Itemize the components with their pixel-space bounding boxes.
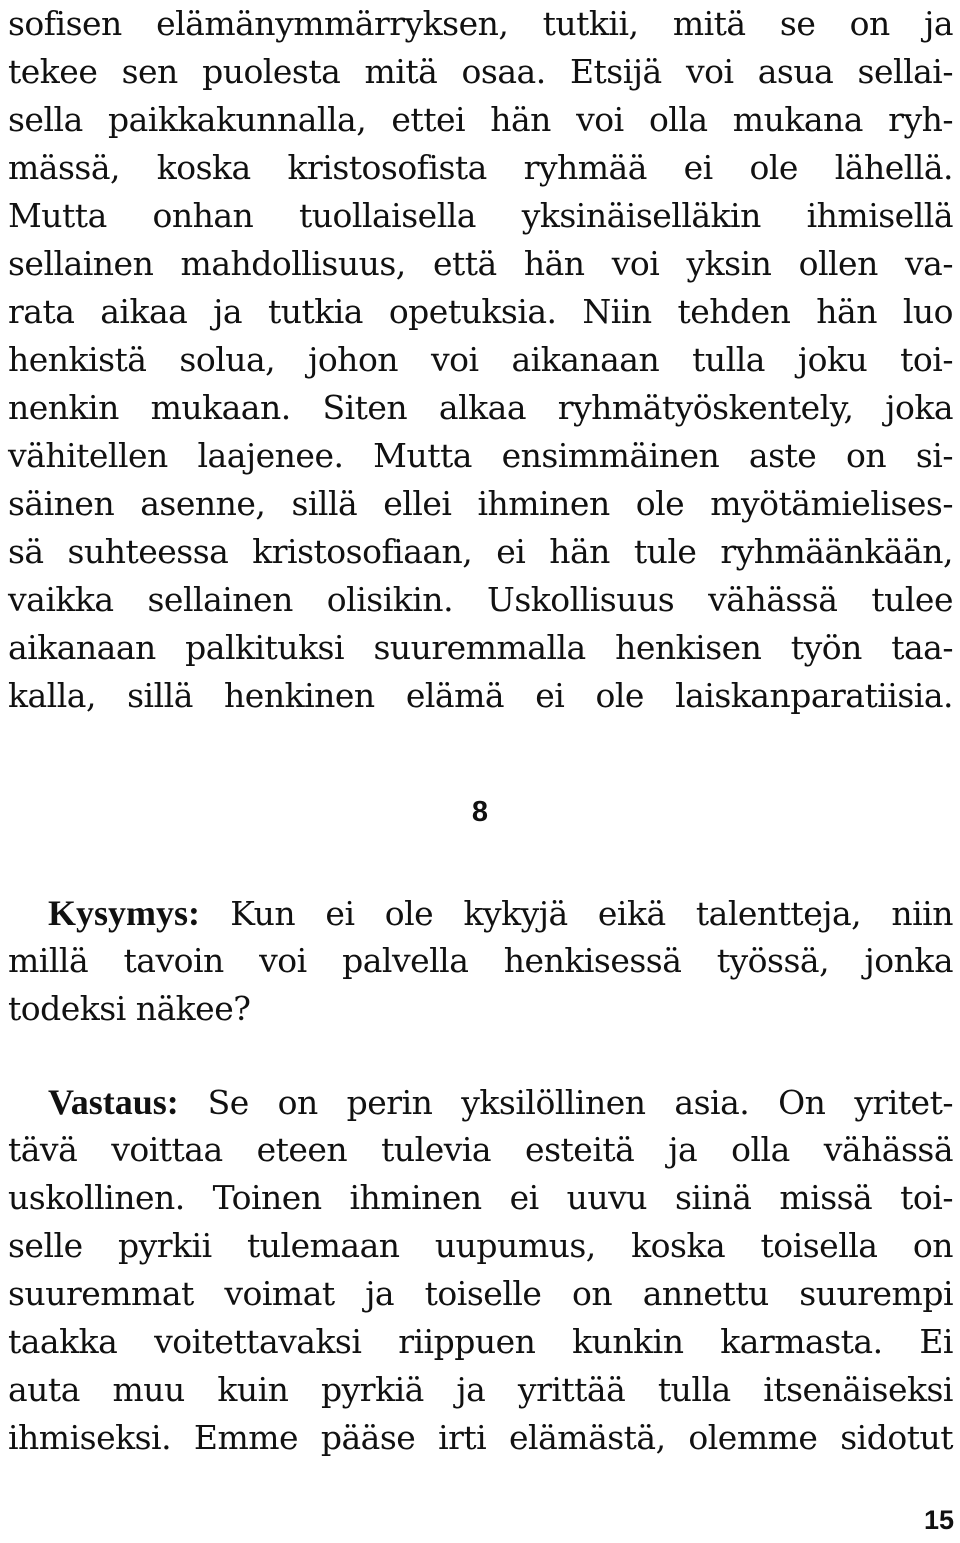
paragraph-line: uskollinen. Toinen ihminen ei uuvu siinä missä toi-	[8, 1178, 953, 1217]
paragraph-line: sellainen mahdollisuus, että hän voi yksin ollen va-	[8, 244, 953, 283]
question-text: Kun ei ole kykyjä eikä talentteja, niin	[200, 894, 953, 933]
paragraph-line: henkistä solua, johon voi aikanaan tulla joku toi-	[8, 340, 953, 379]
answer-text: Se on perin yksilöllinen asia. On yritet-	[178, 1083, 953, 1122]
paragraph-line: mässä, koska kristosofista ryhmää ei ole lähellä.	[8, 148, 953, 187]
question-first-line	[8, 889, 953, 937]
answer-first-line	[8, 1078, 953, 1126]
paragraph-line: sella paikkakunnalla, ettei hän voi olla mukana ryh-	[8, 100, 953, 139]
paragraph-line: tekee sen puolesta mitä osaa. Etsijä voi asua sellai-	[8, 52, 953, 91]
continuation-paragraph	[8, 0, 953, 720]
paragraph-line: tävä voittaa eteen tulevia esteitä ja olla vähässä	[8, 1130, 953, 1169]
paragraph-line: millä tavoin voi palvella henkisessä työssä, jonka	[8, 941, 953, 980]
paragraph-line: vähitellen laajenee. Mutta ensimmäinen aste on si-	[8, 436, 953, 475]
paragraph-line: auta muu kuin pyrkiä ja yrittää tulla itsenäiseksi	[8, 1370, 953, 1409]
paragraph-line: todeksi näkee?	[8, 989, 251, 1028]
paragraph-line: vaikka sellainen olisikin. Uskollisuus vähässä tulee	[8, 580, 953, 619]
answer-paragraph	[8, 1078, 953, 1462]
section-number: 8	[471, 796, 489, 828]
paragraph-line: taakka voitettavaksi riippuen kunkin karmasta. Ei	[8, 1322, 953, 1361]
paragraph-line: suuremmat voimat ja toiselle on annettu suurempi	[8, 1274, 953, 1313]
paragraph-line: kalla, sillä henkinen elämä ei ole laiskanparatiisia.	[8, 676, 953, 715]
paragraph-line: nenkin mukaan. Siten alkaa ryhmätyöskentely, joka	[8, 388, 953, 427]
page-number: 15	[923, 1505, 954, 1535]
question-label: Kysymys:	[48, 893, 200, 933]
paragraph-line: sofisen elämänymmärryksen, tutkii, mitä se on ja	[8, 4, 953, 43]
paragraph-line: aikanaan palkituksi suuremmalla henkisen työn taa-	[8, 628, 953, 667]
paragraph-line: selle pyrkii tulemaan uupumus, koska toisella on	[8, 1226, 953, 1265]
question-paragraph	[8, 889, 953, 1033]
paragraph-line: säinen asenne, sillä ellei ihminen ole myötämielises-	[8, 484, 953, 523]
paragraph-line: rata aikaa ja tutkia opetuksia. Niin tehden hän luo	[8, 292, 953, 331]
paragraph-line: ihmiseksi. Emme pääse irti elämästä, olemme sidotut	[8, 1418, 953, 1457]
paragraph-line: Mutta onhan tuollaisella yksinäiselläkin ihmisellä	[8, 196, 953, 235]
paragraph-line: sä suhteessa kristosofiaan, ei hän tule ryhmäänkään,	[8, 532, 953, 571]
answer-label: Vastaus:	[48, 1082, 179, 1122]
